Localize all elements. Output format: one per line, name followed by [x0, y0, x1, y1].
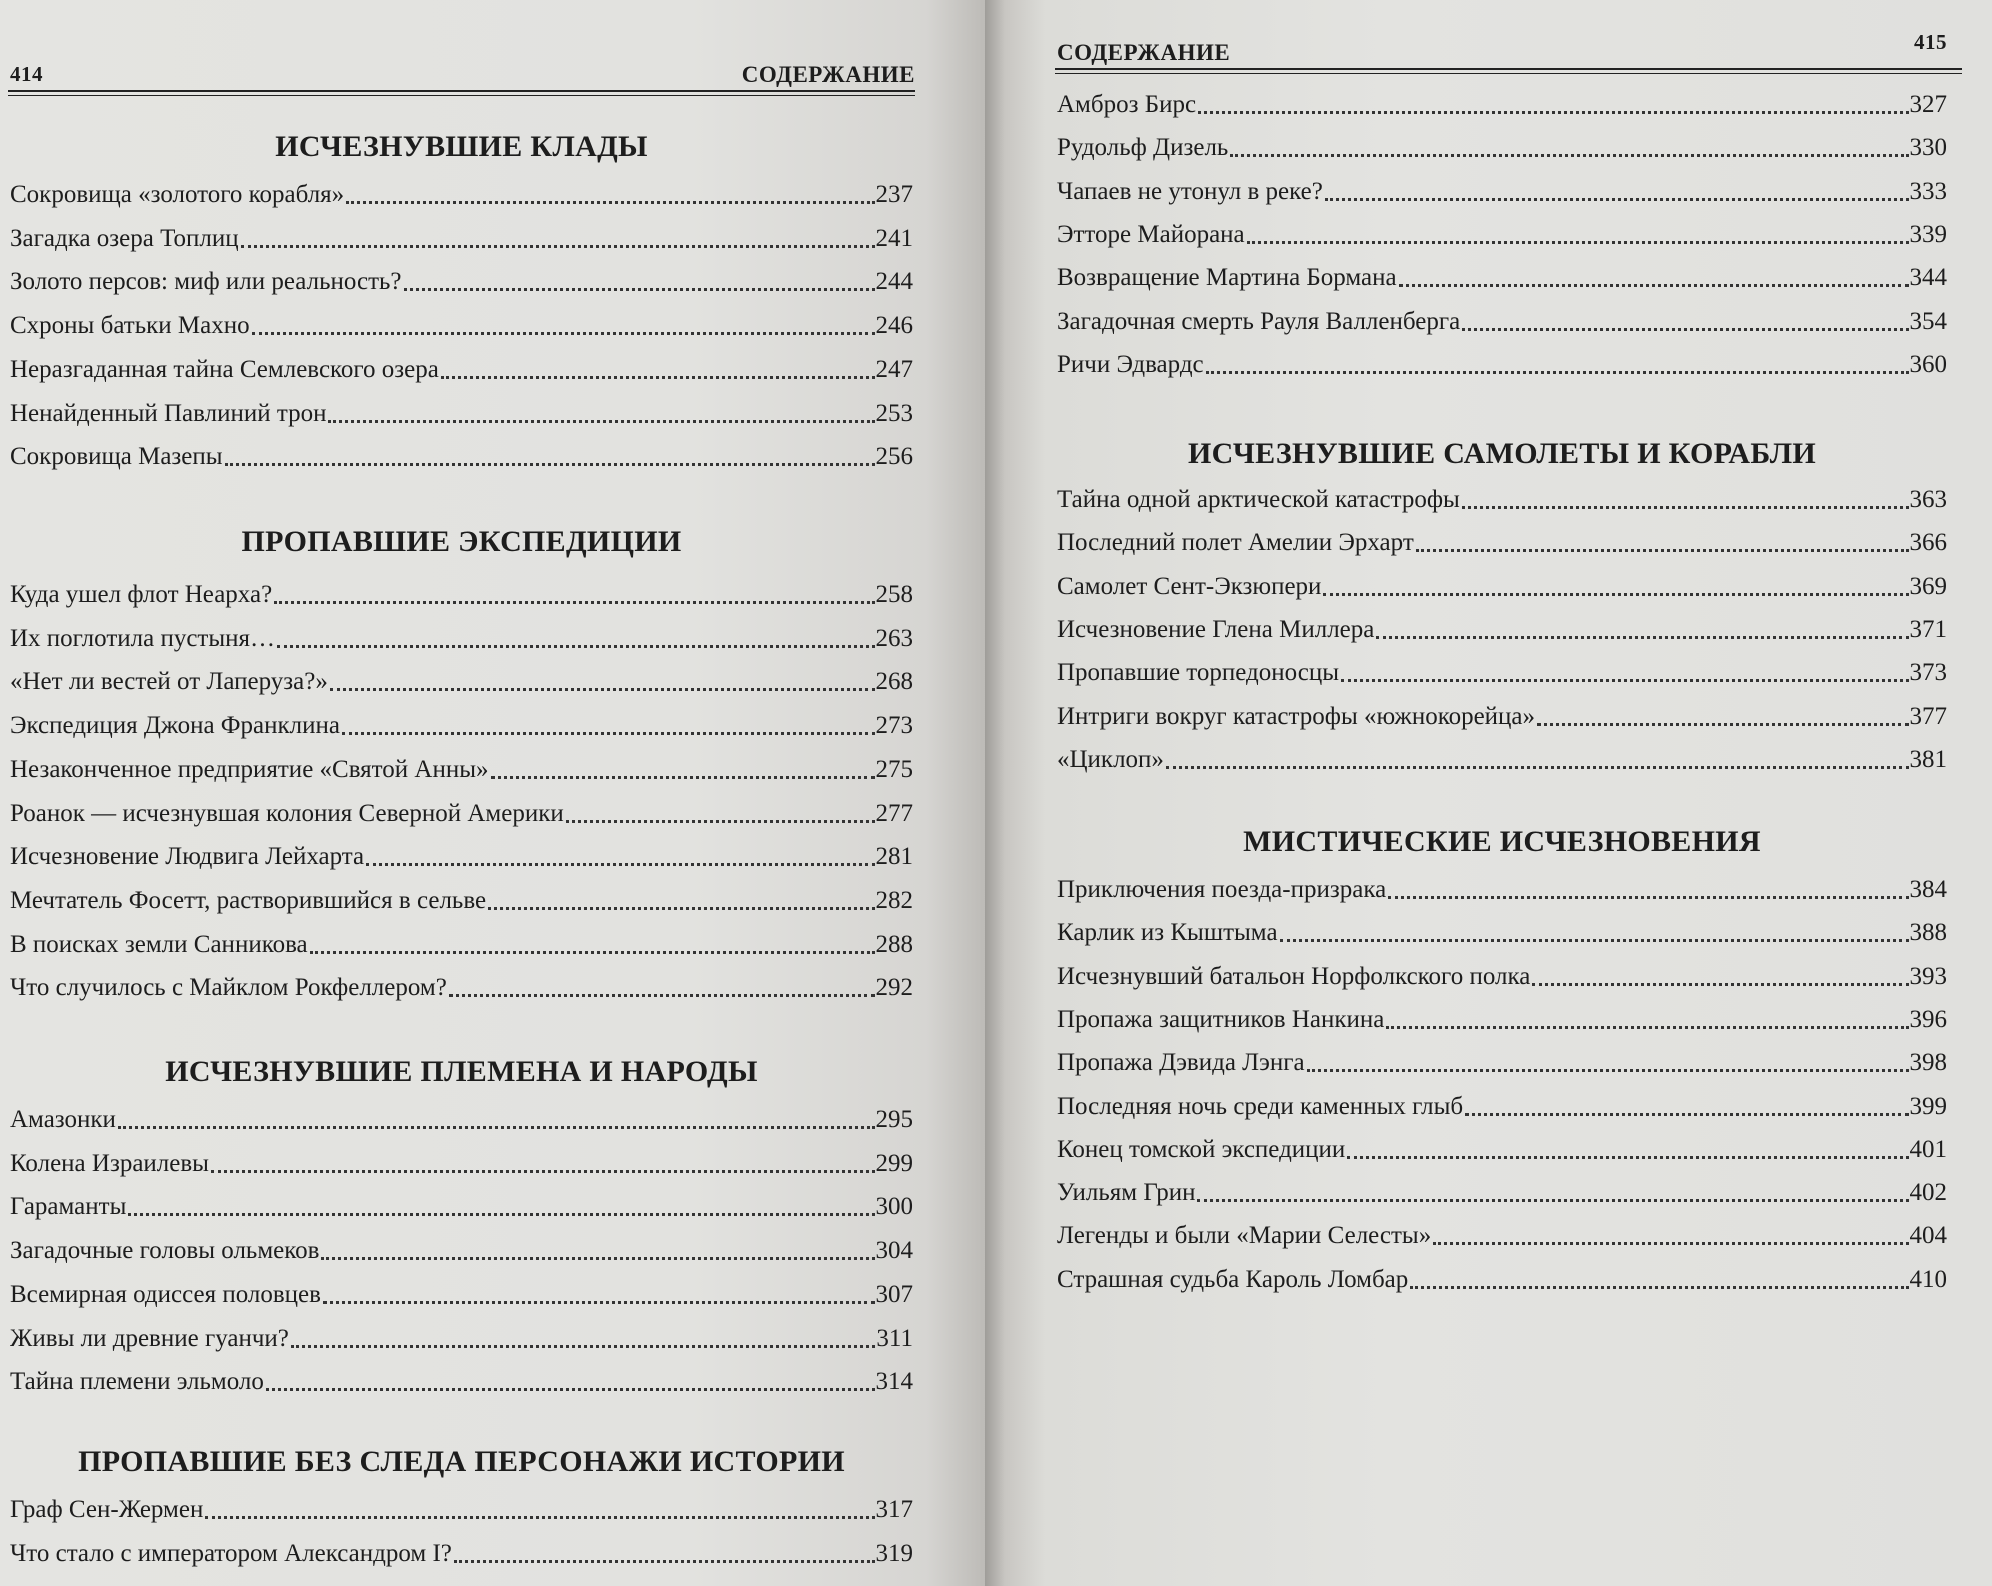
dot-leader [241, 245, 875, 248]
toc-entry [1057, 123, 1947, 163]
entry-page-number: 354 [1909, 307, 1947, 335]
toc-entry [1057, 475, 1947, 515]
dot-leader [366, 863, 874, 866]
toc-entry [10, 214, 913, 254]
entry-title: Приключения поезда-призрака [1057, 876, 1387, 903]
toc-entry [10, 432, 913, 472]
entry-title: Конец томской экспедиции [1057, 1135, 1346, 1163]
toc-entry [1057, 297, 1947, 337]
toc-entry [1057, 605, 1947, 645]
entry-page-number: 292 [875, 974, 913, 1002]
entry-page-number: 404 [1909, 1222, 1947, 1250]
left-page [0, 0, 985, 1586]
entry-page-number: 275 [875, 755, 913, 783]
toc-entry [10, 920, 913, 960]
entry-title: «Нет ли вестей от Лаперуза?» [10, 668, 328, 696]
entry-title: Этторе Майорана [1057, 220, 1245, 248]
entry-page-number: 381 [1909, 745, 1947, 773]
entry-page-number: 244 [875, 268, 913, 296]
dot-leader [1198, 111, 1908, 114]
entry-page-number: 281 [875, 843, 913, 871]
section-title: ИСЧЕЗНУВШИЕ КЛАДЫ [275, 130, 648, 163]
toc-entry [1057, 1255, 1947, 1295]
entry-page-number: 300 [875, 1193, 913, 1221]
entry-page-number: 339 [1909, 220, 1947, 248]
toc-entry [1057, 210, 1947, 250]
toc-entry [1057, 1082, 1947, 1122]
entry-page-number: 277 [875, 799, 913, 827]
dot-leader [323, 1301, 875, 1304]
dot-leader [404, 288, 875, 291]
entry-title: Сокровища «золотого корабля» [10, 181, 345, 208]
page-number-left: 414 [10, 62, 43, 86]
toc-entry [1057, 1038, 1947, 1078]
entry-title: Загадка озера Топлиц [10, 224, 239, 252]
toc-entry [10, 570, 913, 610]
entry-title: Гараманты [10, 1193, 127, 1221]
dot-leader [252, 332, 875, 335]
entry-page-number: 377 [1909, 702, 1947, 730]
entry-page-number: 333 [1909, 177, 1947, 205]
entry-title: Последняя ночь среди каменных глыб [1057, 1092, 1464, 1120]
entry-page-number: 366 [1909, 529, 1947, 557]
entry-title: Амброз Бирс [1057, 91, 1197, 118]
toc-entry [1057, 692, 1947, 732]
entry-page-number: 396 [1909, 1005, 1947, 1033]
entry-title: Неразгаданная тайна Семлевского озера [10, 355, 439, 383]
dot-leader [454, 1560, 875, 1563]
entry-title: Чапаев не утонул в реке? [1057, 177, 1323, 205]
entry-title: Сокровища Мазепы [10, 443, 223, 471]
toc-column-left [10, 0, 913, 1586]
entry-title: Граф Сен-Жермен [10, 1496, 204, 1523]
entry-page-number: 384 [1909, 876, 1947, 903]
entry-title: Возвращение Мартина Бормана [1057, 264, 1397, 292]
toc-entry [10, 1095, 913, 1135]
toc-entry [1057, 995, 1947, 1035]
dot-leader [488, 907, 874, 910]
entry-title: Ненайденный Павлиний трон [10, 399, 327, 427]
dot-leader [1416, 549, 1909, 552]
dot-leader [441, 376, 875, 379]
entry-page-number: 401 [1909, 1135, 1947, 1163]
right-page [985, 0, 1992, 1586]
toc-entry [10, 1485, 913, 1525]
entry-title: Исчезновение Людвига Лейхарта [10, 843, 365, 871]
dot-leader [291, 1345, 876, 1348]
entry-title: Исчезнувший батальон Норфолкского полка [1057, 962, 1531, 990]
toc-entry [10, 657, 913, 697]
dot-leader [225, 463, 875, 466]
toc-entry [1057, 518, 1947, 558]
entry-page-number: 398 [1909, 1049, 1947, 1077]
toc-entry [1057, 167, 1947, 207]
section-title: ИСЧЕЗНУВШИЕ ПЛЕМЕНА И НАРОДЫ [165, 1055, 758, 1088]
toc-entry [1057, 1168, 1947, 1208]
entry-page-number: 246 [875, 312, 913, 340]
entry-page-number: 263 [875, 624, 913, 652]
section-title: ПРОПАВШИЕ ЭКСПЕДИЦИИ [241, 525, 682, 558]
entry-title: Рудольф Дизель [1057, 134, 1229, 162]
entry-page-number: 258 [875, 581, 913, 608]
dot-leader [1386, 1026, 1908, 1029]
entry-page-number: 327 [1909, 91, 1947, 118]
entry-title: Пропавшие торпедоносцы [1057, 659, 1340, 687]
page-number-right: 415 [1914, 30, 1947, 54]
entry-page-number: 237 [875, 181, 913, 208]
dot-leader [1166, 766, 1909, 769]
entry-page-number: 319 [875, 1539, 913, 1567]
entry-page-number: 402 [1909, 1179, 1947, 1207]
toc-column-right [1057, 0, 1947, 1586]
entry-title: В поисках земли Санникова [10, 930, 308, 958]
dot-leader [1532, 983, 1908, 986]
toc-entry [10, 789, 913, 829]
dot-leader [1410, 1286, 1908, 1289]
dot-leader [1323, 593, 1908, 596]
toc-entry [1057, 562, 1947, 602]
section-title: МИСТИЧЕСКИЕ ИСЧЕЗНОВЕНИЯ [1243, 825, 1761, 858]
entry-title: Самолет Сент-Экзюпери [1057, 572, 1322, 600]
section-title: ПРОПАВШИЕ БЕЗ СЛЕДА ПЕРСОНАЖИ ИСТОРИИ [78, 1445, 845, 1478]
dot-leader [346, 201, 874, 204]
entry-title: Интриги вокруг катастрофы «южнокорейца» [1057, 702, 1536, 730]
dot-leader [128, 1213, 874, 1216]
entry-page-number: 393 [1909, 962, 1947, 990]
entry-page-number: 373 [1909, 659, 1947, 687]
dot-leader [491, 776, 875, 779]
toc-entry [10, 345, 913, 385]
entry-title: Мечтатель Фосетт, растворившийся в сельве [10, 886, 487, 914]
toc-entry [10, 389, 913, 429]
entry-title: Пропажа Дэвида Лэнга [1057, 1049, 1305, 1077]
dot-leader [1247, 241, 1909, 244]
entry-page-number: 282 [875, 886, 913, 914]
toc-entry [10, 745, 913, 785]
entry-page-number: 410 [1909, 1265, 1947, 1293]
toc-entry [1057, 340, 1947, 380]
entry-title: Колена Израилевы [10, 1149, 209, 1177]
dot-leader [1399, 284, 1909, 287]
running-title-left: СОДЕРЖАНИЕ [741, 62, 915, 87]
entry-title: Их поглотила пустыня… [10, 624, 276, 652]
dot-leader [1341, 679, 1908, 682]
entry-page-number: 369 [1909, 572, 1947, 600]
entry-page-number: 307 [875, 1280, 913, 1308]
toc-entry [1057, 253, 1947, 293]
dot-leader [1197, 1199, 1908, 1202]
running-title-right: СОДЕРЖАНИЕ [1057, 40, 1231, 65]
dot-leader [266, 1388, 875, 1391]
toc-entry [1057, 80, 1947, 120]
entry-title: Незаконченное предприятие «Святой Анны» [10, 755, 489, 783]
entry-title: Куда ушел флот Неарха? [10, 581, 273, 608]
entry-title: Страшная судьба Кароль Ломбар [1057, 1265, 1409, 1293]
entry-page-number: 247 [875, 355, 913, 383]
toc-entry [10, 614, 913, 654]
toc-entry [10, 1182, 913, 1222]
toc-entry [10, 1314, 913, 1354]
toc-entry [10, 963, 913, 1003]
toc-entry [1057, 648, 1947, 688]
dot-leader [1347, 1156, 1908, 1159]
toc-entry [10, 170, 913, 210]
entry-title: Последний полет Амелии Эрхарт [1057, 529, 1414, 557]
entry-title: Тайна одной арктической катастрофы [1057, 486, 1460, 513]
entry-title: Экспедиция Джона Франклина [10, 712, 341, 740]
entry-page-number: 256 [875, 443, 913, 471]
entry-title: Пропажа защитников Нанкина [1057, 1005, 1385, 1033]
dot-leader [321, 1257, 874, 1260]
entry-title: Что стало с императором Александром I? [10, 1539, 452, 1567]
entry-page-number: 363 [1909, 486, 1947, 513]
toc-entry [1057, 908, 1947, 948]
dot-leader [449, 994, 875, 997]
dot-leader [310, 951, 875, 954]
dot-leader [566, 820, 875, 823]
dot-leader [1388, 896, 1908, 899]
entry-title: «Циклоп» [1057, 745, 1164, 773]
entry-title: Ричи Эдвардс [1057, 350, 1204, 378]
entry-title: Роанок — исчезнувшая колония Северной Америки [10, 799, 564, 827]
toc-entry [10, 832, 913, 872]
entry-page-number: 388 [1909, 919, 1947, 947]
dot-leader [330, 688, 875, 691]
entry-page-number: 253 [875, 399, 913, 427]
entry-page-number: 304 [875, 1237, 913, 1265]
section-title: ИСЧЕЗНУВШИЕ САМОЛЕТЫ И КОРАБЛИ [1187, 437, 1817, 470]
entry-page-number: 371 [1909, 615, 1947, 643]
entry-title: Уильям Грин [1057, 1179, 1196, 1207]
entry-title: Карлик из Кыштыма [1057, 919, 1278, 947]
toc-entry [1057, 952, 1947, 992]
dot-leader [211, 1170, 875, 1173]
dot-leader [118, 1126, 875, 1129]
entry-title: Загадочные головы ольмеков [10, 1237, 320, 1265]
entry-page-number: 311 [876, 1324, 913, 1352]
entry-page-number: 360 [1909, 350, 1947, 378]
dot-leader [277, 645, 874, 648]
entry-page-number: 268 [875, 668, 913, 696]
entry-page-number: 288 [875, 930, 913, 958]
dot-leader [1230, 154, 1908, 157]
toc-entry [10, 257, 913, 297]
dot-leader [342, 732, 874, 735]
entry-page-number: 314 [875, 1368, 913, 1396]
dot-leader [205, 1516, 874, 1519]
dot-leader [1325, 198, 1909, 201]
entry-title: Золото персов: миф или реальность? [10, 268, 402, 296]
entry-title: Схроны батьки Махно [10, 312, 250, 340]
entry-page-number: 299 [875, 1149, 913, 1177]
dot-leader [328, 420, 874, 423]
dot-leader [1537, 723, 1908, 726]
entry-page-number: 330 [1909, 134, 1947, 162]
toc-entry [10, 876, 913, 916]
entry-title: Что случилось с Майклом Рокфеллером? [10, 974, 447, 1002]
entry-title: Амазонки [10, 1106, 116, 1133]
entry-title: Всемирная одиссея половцев [10, 1280, 321, 1308]
toc-entry [10, 1270, 913, 1310]
toc-entry [10, 1529, 913, 1569]
toc-entry [1057, 1211, 1947, 1251]
entry-page-number: 317 [875, 1496, 913, 1523]
dot-leader [1206, 371, 1909, 374]
entry-title: Тайна племени эльмоло [10, 1368, 264, 1396]
entry-page-number: 241 [875, 224, 913, 252]
entry-page-number: 273 [875, 712, 913, 740]
entry-title: Загадочная смерть Рауля Валленберга [1057, 307, 1461, 335]
dot-leader [1433, 1242, 1908, 1245]
toc-entry [1057, 865, 1947, 905]
dot-leader [1280, 939, 1909, 942]
dot-leader [1376, 636, 1908, 639]
dot-leader [1465, 1113, 1908, 1116]
entry-title: Живы ли древние гуанчи? [10, 1324, 289, 1352]
dot-leader [1462, 328, 1908, 331]
toc-entry [10, 701, 913, 741]
entry-title: Легенды и были «Марии Селесты» [1057, 1222, 1432, 1250]
toc-entry [10, 1226, 913, 1266]
toc-entry [10, 1139, 913, 1179]
entry-title: Исчезновение Глена Миллера [1057, 615, 1375, 643]
entry-page-number: 344 [1909, 264, 1947, 292]
dot-leader [274, 601, 874, 604]
toc-entry [1057, 735, 1947, 775]
entry-page-number: 295 [875, 1106, 913, 1133]
dot-leader [1462, 506, 1909, 509]
dot-leader [1307, 1069, 1909, 1072]
toc-entry [10, 301, 913, 341]
toc-entry [10, 1357, 913, 1397]
entry-page-number: 399 [1909, 1092, 1947, 1120]
toc-entry [1057, 1125, 1947, 1165]
